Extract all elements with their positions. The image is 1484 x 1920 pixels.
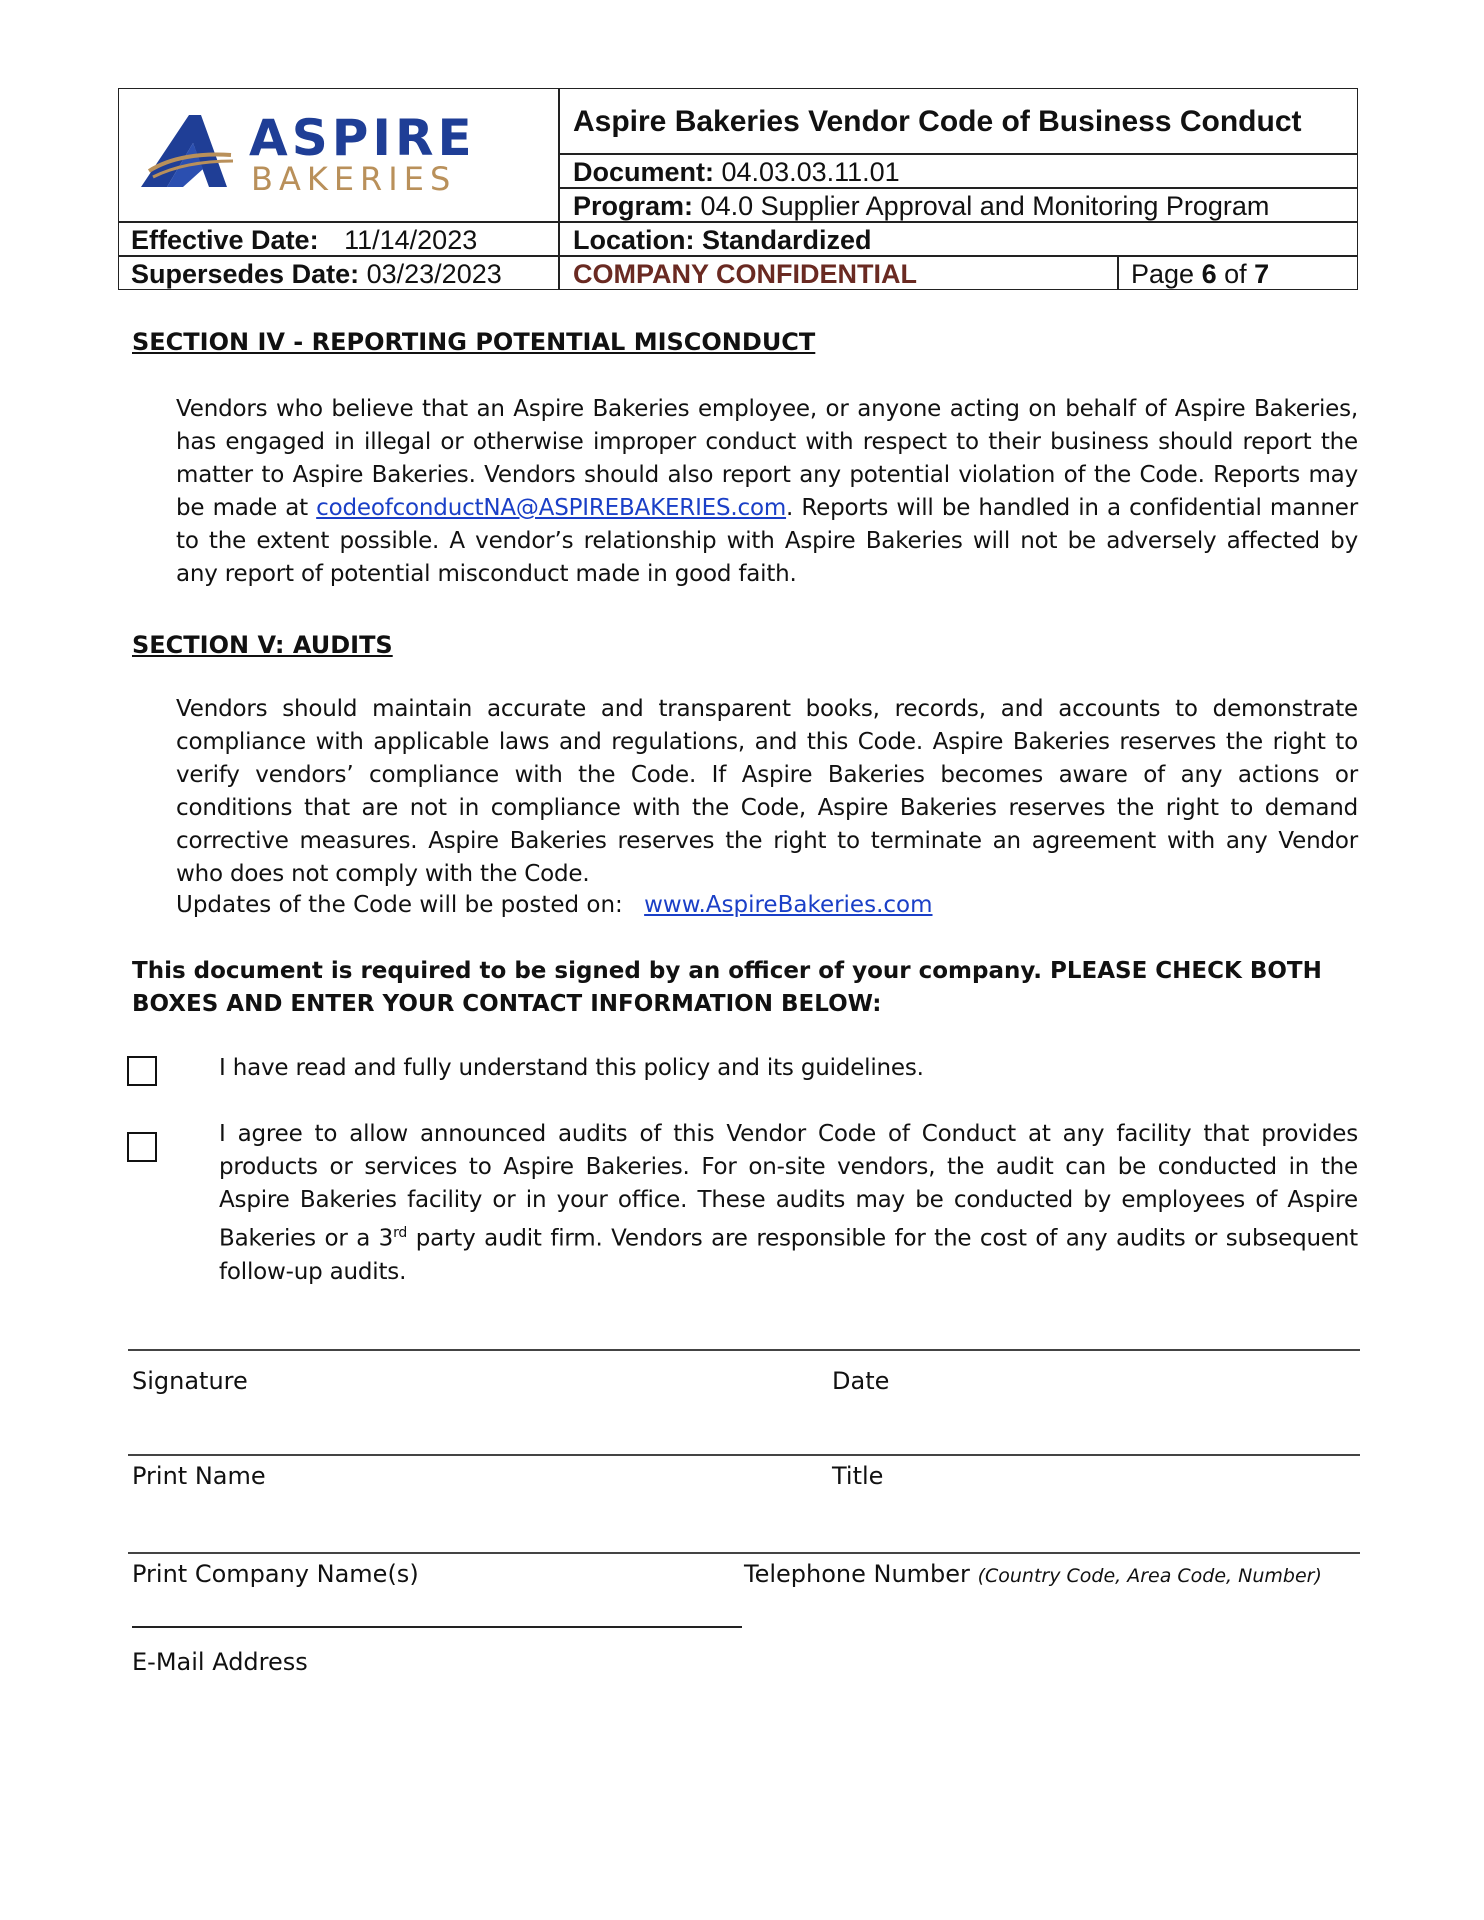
document-header <box>118 88 1358 290</box>
header-divider <box>119 255 1357 257</box>
company-line[interactable] <box>128 1552 1360 1554</box>
location-label: Location: Standardized <box>573 225 872 255</box>
page-word: Page <box>1131 259 1195 289</box>
page-total: 7 <box>1254 259 1270 289</box>
date-label: Date <box>832 1367 890 1395</box>
supersedes-value: 03/23/2023 <box>366 259 502 289</box>
document-label: Document: <box>573 157 714 187</box>
section-iv-heading: SECTION IV - REPORTING POTENTIAL MISCONDUCT <box>132 328 816 356</box>
company-logo <box>131 95 551 217</box>
audit-text-sup: rd <box>393 1225 408 1241</box>
location-info <box>573 227 872 254</box>
page-indicator <box>1131 261 1269 288</box>
page-current: 6 <box>1201 259 1217 289</box>
program-info <box>573 193 1269 220</box>
header-divider <box>558 89 560 289</box>
section-iv-text: Vendors who believe that an Aspire Bakeries employee, or anyone acting on behalf of Aspire Bakeries, has engaged in illegal or otherwise improper conduct with respect to their business should report the matter to Aspire Bakeries. Vendors should also report any potential violation of the Code. Reports may be made at <box>176 396 1358 521</box>
logo-word-aspire: ASPIRE <box>249 109 476 167</box>
header-divider <box>119 221 1357 223</box>
audit-text: I agree to allow announced audits of this Vendor Code of Conduct at any facility that provides products or services to Aspire Bakeries. For on-site vendors, the audit can be conducted in the Aspire Bakeries facility or in your office. These audits may be conducted by employees of Aspire Bakeries or a 3 <box>219 1121 1358 1252</box>
signature-label: Signature <box>132 1367 248 1395</box>
effective-date <box>131 227 477 254</box>
document-number <box>573 159 900 186</box>
header-divider <box>1117 256 1119 289</box>
title-label: Title <box>832 1462 884 1490</box>
section-iv-text-end: . Reports will be handled in a confidential manner to the extent possible. A vendor’s relationship with Aspire Bakeries will not be adversely affected by any report of potential misconduct made in good faith. <box>176 495 1358 587</box>
confidential-label: COMPANY CONFIDENTIAL <box>573 259 917 289</box>
website-link[interactable]: www.AspireBakeries.com <box>644 892 933 918</box>
read-policy-text: I have read and fully understand this policy and its guidelines. <box>219 1055 924 1081</box>
effective-value: 11/14/2023 <box>344 225 478 255</box>
header-divider <box>558 153 1358 155</box>
supersedes-label: Supersedes Date: <box>131 259 360 289</box>
updates-label: Updates of the Code will be posted on: <box>176 892 623 918</box>
supersedes-date <box>131 261 502 288</box>
section-v-paragraph: Vendors should maintain accurate and transparent books, records, and accounts to demonstrate compliance with applicable laws and regulations, and this Code. Aspire Bakeries reserves the right to verify vendors’ compliance with the Code. If Aspire Bakeries becomes aware of any actions or conditions that are not in compliance with the Code, Aspire Bakeries reserves the right to demand corrective measures. Aspire Bakeries reserves the right to terminate an agreement with any Vendor who does not comply with the Code. <box>176 696 1358 887</box>
section-iv-paragraph <box>176 393 1358 591</box>
company-name-label: Print Company Name(s) <box>132 1560 419 1588</box>
telephone-text: Telephone Number <box>744 1560 970 1588</box>
misconduct-email-link[interactable]: codeofconductNA@ASPIREBAKERIES.com <box>316 495 787 521</box>
header-divider <box>558 187 1358 189</box>
email-label: E-Mail Address <box>132 1648 308 1676</box>
audit-agreement-text <box>219 1118 1358 1289</box>
telephone-hint: (Country Code, Area Code, Number) <box>977 1565 1322 1587</box>
page-of: of <box>1224 259 1247 289</box>
telephone-label <box>744 1560 1322 1588</box>
effective-label: Effective Date: <box>131 225 319 255</box>
print-name-label: Print Name <box>132 1462 266 1490</box>
section-v-heading: SECTION V: AUDITS <box>132 631 393 659</box>
document-title: Aspire Bakeries Vendor Code of Business Conduct <box>573 105 1302 138</box>
document-value: 04.03.03.11.01 <box>721 157 900 187</box>
audit-text-end: party audit firm. Vendors are responsible for the cost of any audits or subsequent follow-up audits. <box>219 1225 1358 1285</box>
email-line[interactable] <box>132 1626 742 1628</box>
signing-instructions: This document is required to be signed by an officer of your company. PLEASE CHECK BOTH BOXES AND ENTER YOUR CONTACT INFORMATION BELOW: <box>132 958 1322 1017</box>
logo-word-bakeries: BAKERIES <box>251 160 457 198</box>
audit-agreement-checkbox[interactable] <box>127 1132 157 1162</box>
read-policy-checkbox[interactable] <box>127 1056 157 1086</box>
print-name-line[interactable] <box>128 1454 1360 1456</box>
updates-line <box>176 892 933 918</box>
signature-line[interactable] <box>128 1349 1360 1351</box>
program-label: Program: <box>573 191 694 221</box>
program-value: 04.0 Supplier Approval and Monitoring Program <box>700 191 1270 221</box>
